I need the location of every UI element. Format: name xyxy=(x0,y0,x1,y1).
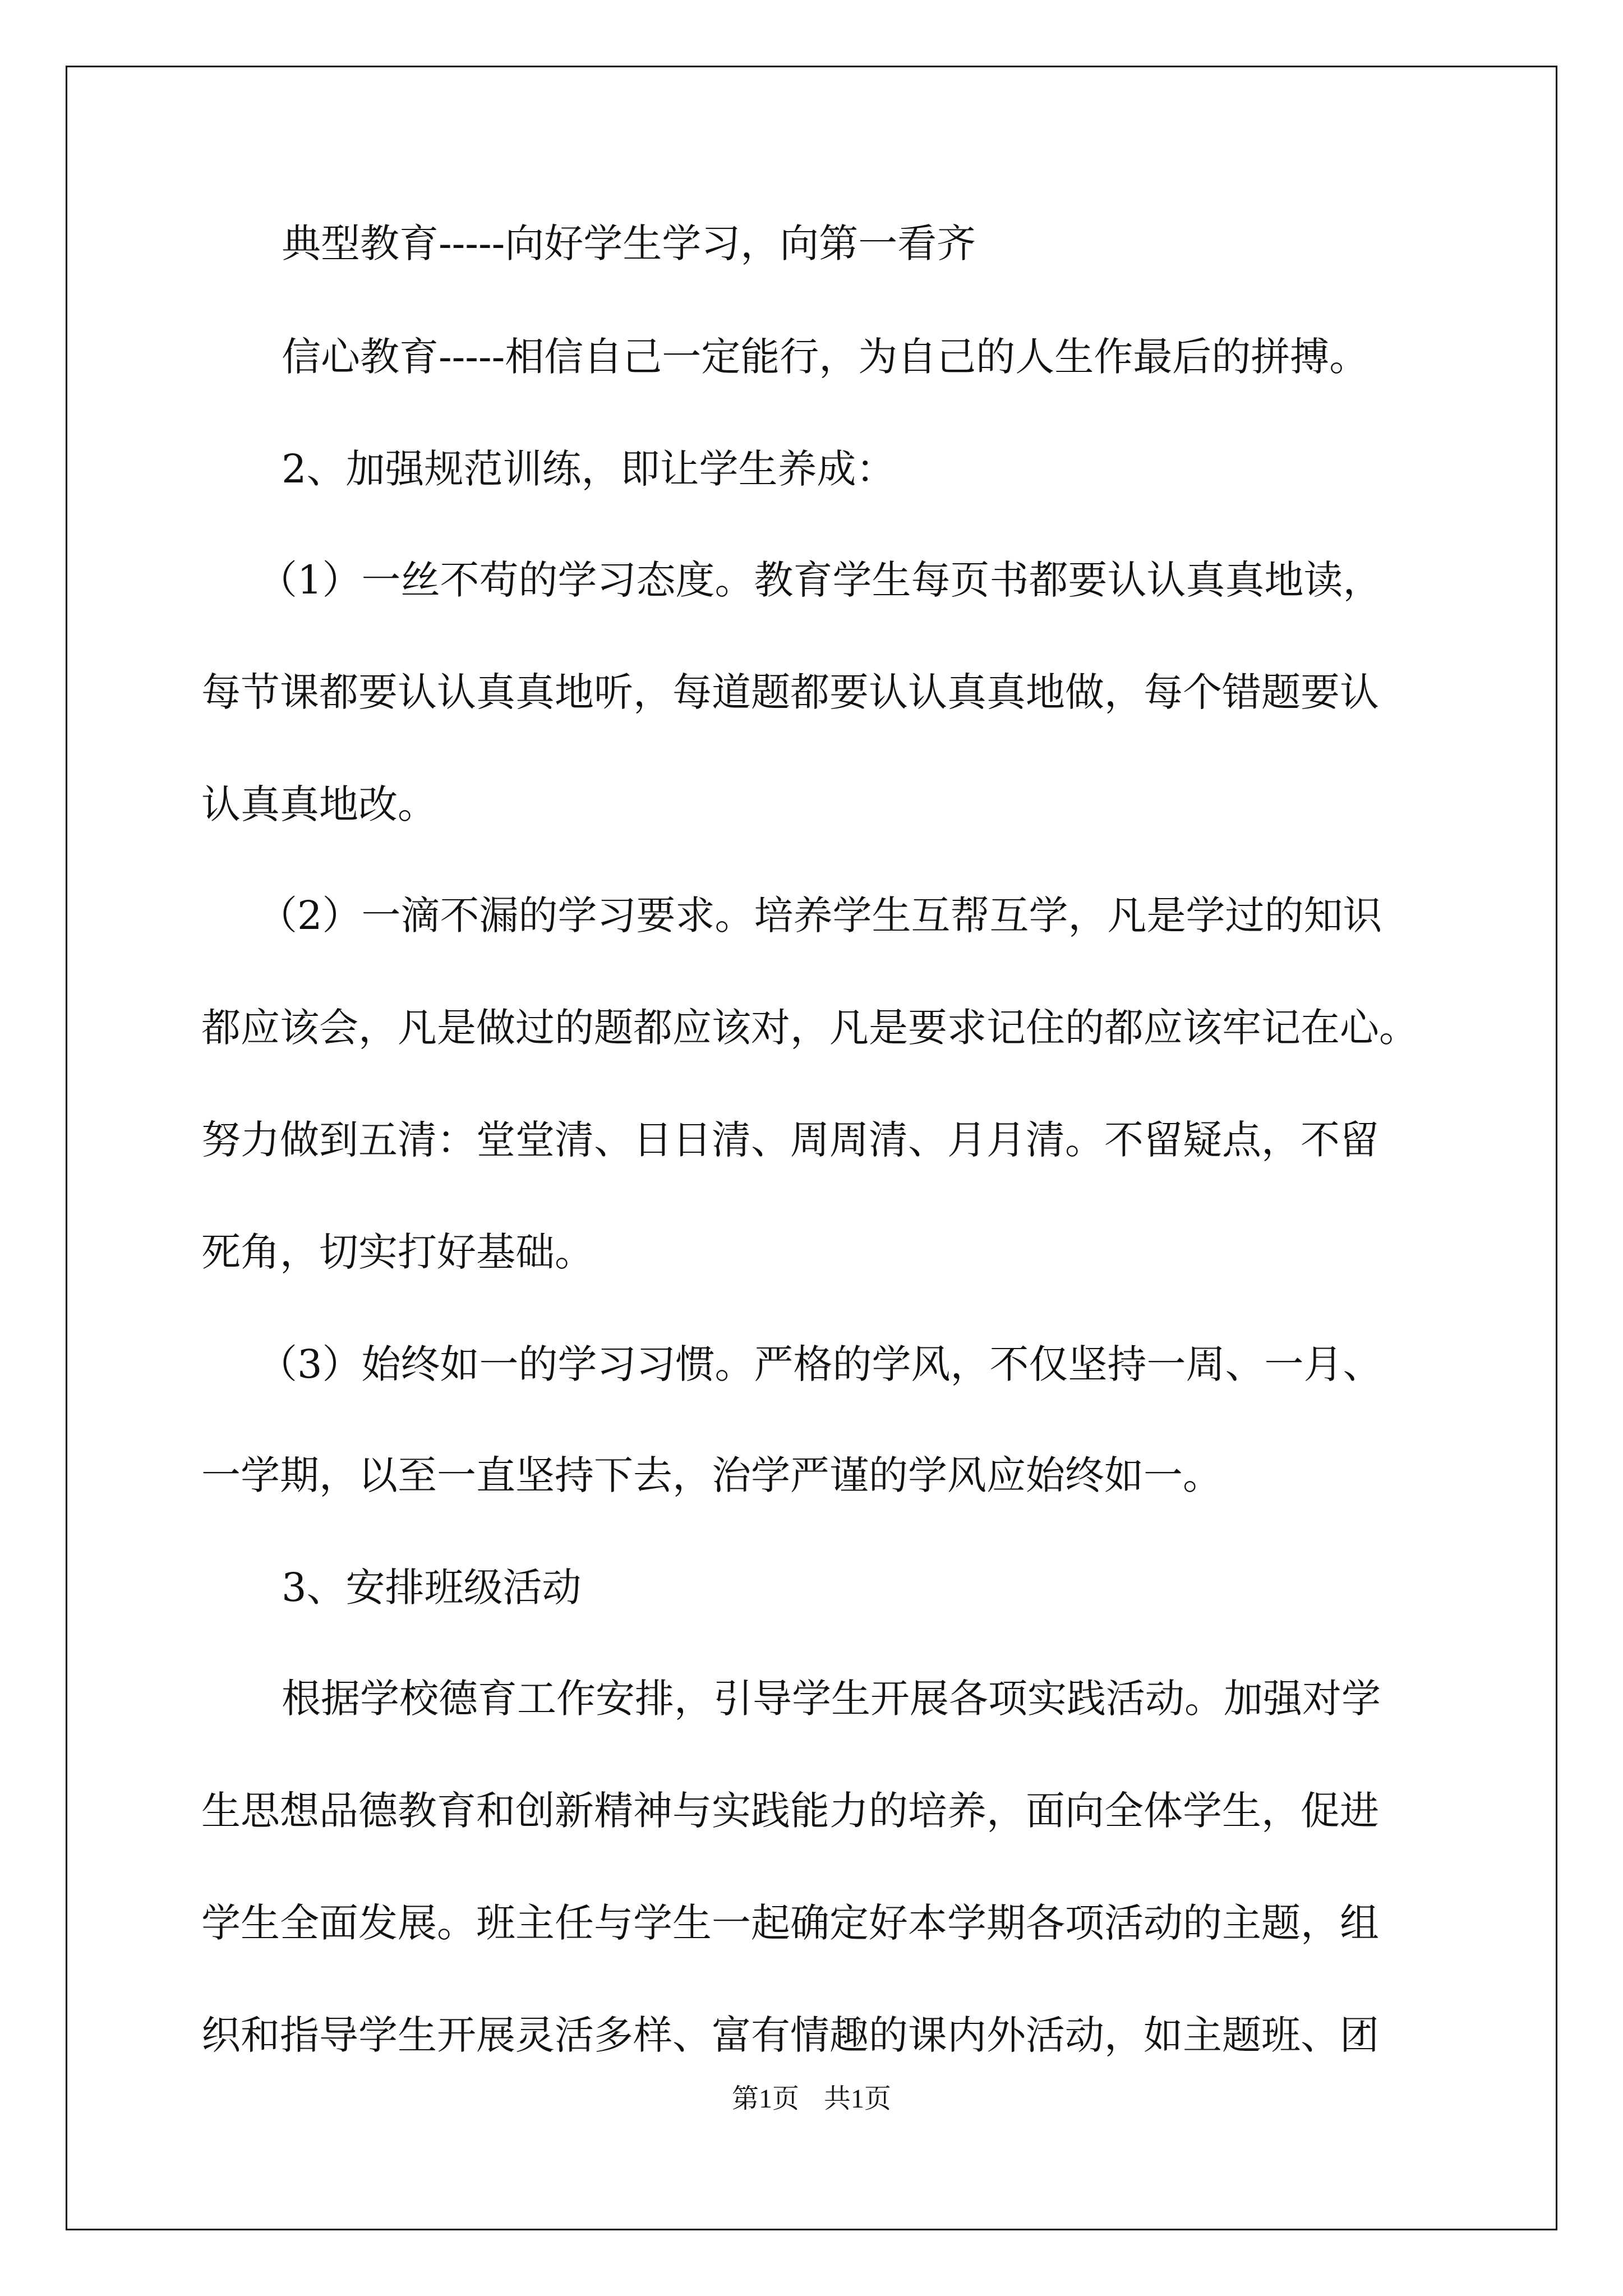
text-line: （2）一滴不漏的学习要求。培养学生互帮互学，凡是学过的知识 xyxy=(258,892,1382,938)
text-line: 学生全面发展。班主任与学生一起确定好本学期各项活动的主题，组 xyxy=(201,1900,1379,1946)
page-total: 共1页 xyxy=(824,2084,892,2114)
page-footer xyxy=(0,2082,1623,2116)
text-line: 2、加强规范训练，即让学生养成： xyxy=(282,446,896,492)
text-line: 死角，切实打好基础。 xyxy=(201,1229,594,1275)
text-line: 生思想品德教育和创新精神与实践能力的培养，面向全体学生，促进 xyxy=(201,1788,1379,1834)
text-line: 3、安排班级活动 xyxy=(282,1565,582,1611)
text-line: 都应该会，凡是做过的题都应该对，凡是要求记住的都应该牢记在心。 xyxy=(201,1005,1418,1051)
text-line: 每节课都要认认真真地听，每道题都要认认真真地做，每个错题要认 xyxy=(201,669,1379,715)
text-line: （3）始终如一的学习习惯。严格的学风，不仅坚持一周、一月、 xyxy=(258,1341,1382,1387)
text-line: 织和指导学生开展灵活多样、富有情趣的课内外活动，如主题班、团 xyxy=(201,2012,1379,2058)
text-line: 信心教育-----相信自己一定能行，为自己的人生作最后的拼搏。 xyxy=(282,334,1369,380)
text-line: 努力做到五清：堂堂清、日日清、周周清、月月清。不留疑点，不留 xyxy=(201,1117,1379,1163)
text-line: 根据学校德育工作安排，引导学生开展各项实践活动。加强对学 xyxy=(282,1676,1381,1722)
text-line: 认真真地改。 xyxy=(201,781,437,827)
page-number: 第1页 xyxy=(731,2084,799,2114)
text-line: 典型教育-----向好学生学习，向第一看齐 xyxy=(282,220,976,266)
text-line: （1）一丝不苟的学习态度。教育学生每页书都要认认真真地读， xyxy=(258,557,1382,603)
text-line: 一学期，以至一直坚持下去，治学严谨的学风应始终如一。 xyxy=(201,1452,1222,1498)
